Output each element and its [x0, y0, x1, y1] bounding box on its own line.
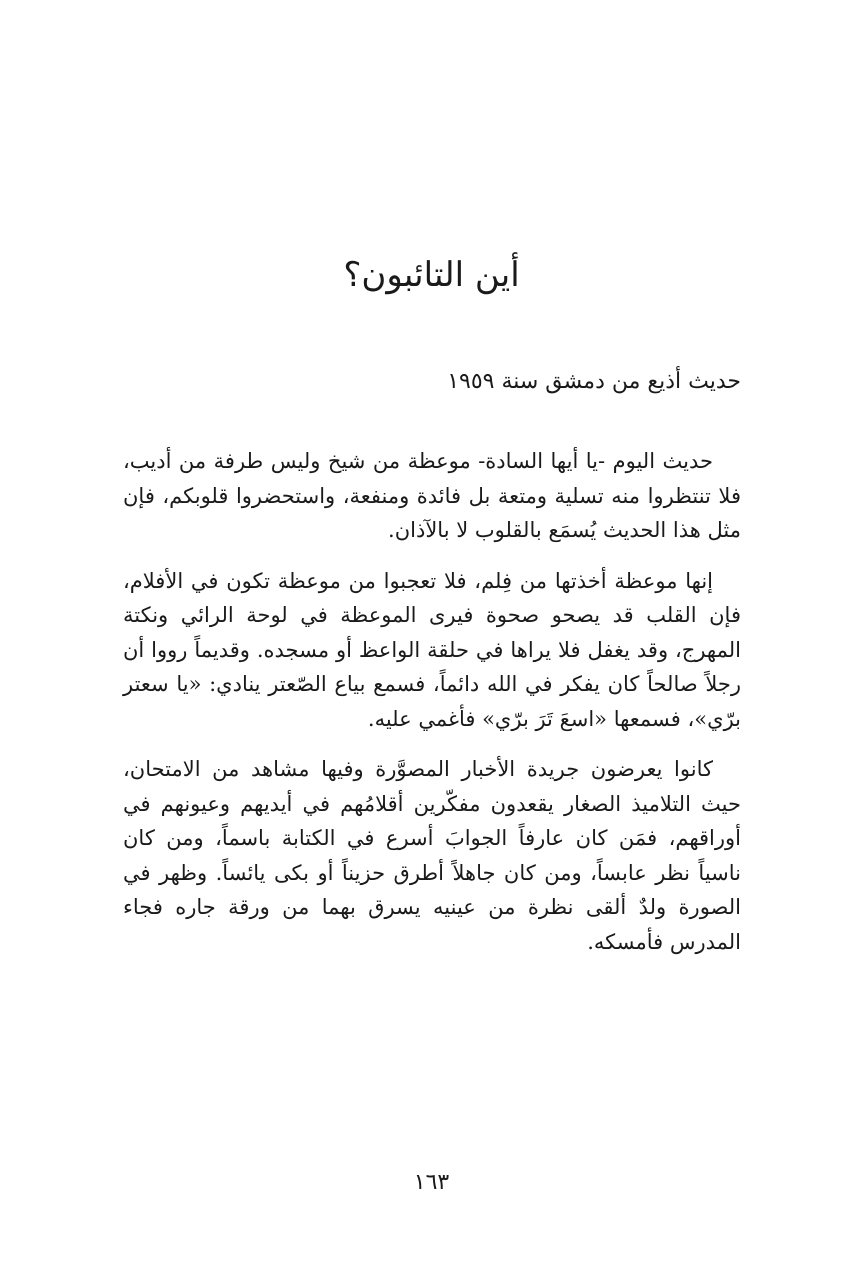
chapter-title: أين التائبون؟	[343, 255, 520, 295]
paragraph: كانوا يعرضون جريدة الأخبار المصوَّرة وفيها مشاهد من الامتحان، حيث التلاميذ الصغار يقعدون مفكّرين أقلامُهم في أيديهم وعيونهم في أوراقهم، فمَن كان عارفاً الجوابَ أسرع في الكتابة باسماً، ومن كان ناسياً نظر عابساً، ومن كان جاهلاً أطرق حزيناً أو بكى يائساً. وظهر في الصورة ولدٌ ألقى نظرة من عينيه يسرق بهما من ورقة جاره فجاء المدرس فأمسكه.	[123, 757, 741, 954]
body-text	[123, 444, 741, 975]
page-number: ١٦٣	[413, 1170, 450, 1195]
paragraph: حديث اليوم -يا أيها السادة- موعظة من شيخ وليس طرفة من أديب، فلا تنتظروا منه تسلية ومتعة بل فائدة ومنفعة، واستحضروا قلوبكم، فإن مثل هذا الحديث يُسمَع بالقلوب لا بالآذان.	[123, 449, 741, 542]
paragraph: إنها موعظة أخذتها من فِلم، فلا تعجبوا من موعظة تكون في الأفلام، فإن القلب قد يصحو صحوة فيرى الموعظة في لوحة الرائي ونكتة المهرج، وقد يغفل فلا يراها في حلقة الواعظ أو مسجده. وقديماً رووا أن رجلاً صالحاً كان يفكر في الله دائماً، فسمع بياع الصّعتر ينادي: «يا سعتر برّي»، فسمعها «اسعَ تَرَ برّي» فأغمي عليه.	[123, 568, 741, 731]
chapter-subtitle: حديث أذيع من دمشق سنة ١٩٥٩	[447, 369, 741, 394]
